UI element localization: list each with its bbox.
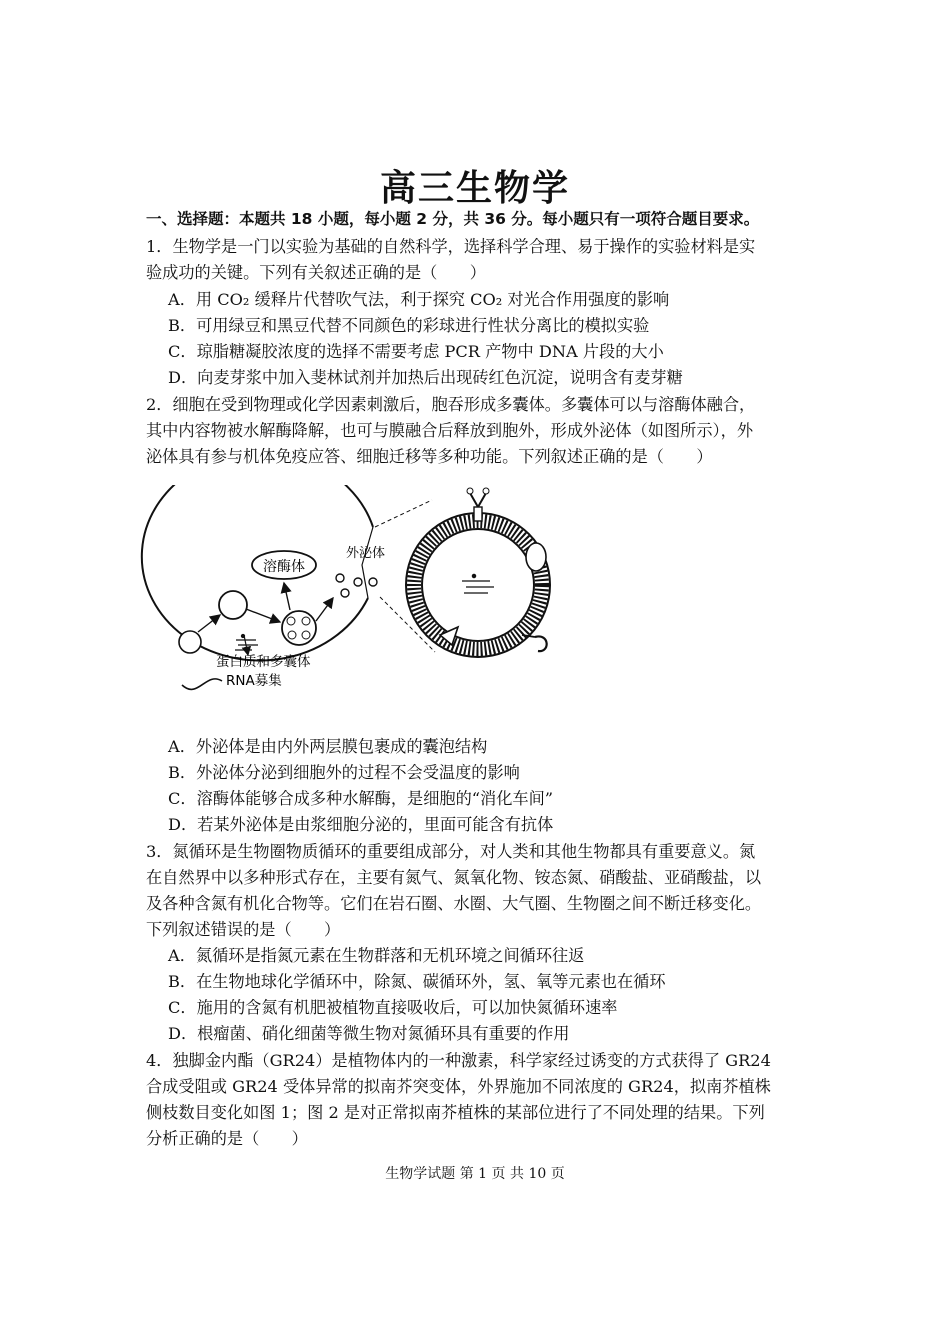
q2-option-d: D．若某外泌体是由浆细胞分泌的，里面可能含有抗体 (168, 815, 554, 834)
exosome-label: 外泌体 (346, 546, 386, 561)
q1-option-d: D．向麦芽浆中加入斐林试剂并加热后出现砖红色沉淀，说明含有麦芽糖 (168, 368, 683, 387)
section-heading: 一、选择题：本题共 18 小题，每小题 2 分，共 36 分。每小题只有一项符合题目要求。 (146, 210, 760, 228)
q2-stem-2: 其中内容物被水解酶降解，也可与膜融合后释放到胞外，形成外泌体（如图所示），外 (146, 421, 754, 440)
q2-stem-1: 2．细胞在受到物理或化学因素刺激后，胞吞形成多囊体。多囊体可以与溶酶体融合， (146, 395, 756, 414)
q1-option-a: A．用 CO₂ 缓释片代替吹气法，利于探究 CO₂ 对光合作用强度的影响 (168, 290, 670, 309)
q3-stem-1: 3．氮循环是生物圈物质循环的重要组成部分，对人类和其他生物都具有重要意义。氮 (146, 842, 756, 861)
q3-stem-2: 在自然界中以多种形式存在，主要有氮气、氮氧化物、铵态氮、硝酸盐、亚硝酸盐，以 (146, 868, 762, 887)
q3-stem-4: 下列叙述错误的是（ ） (146, 920, 341, 939)
q4-stem-3: 侧枝数目变化如图 1；图 2 是对正常拟南芥植株的某部位进行了不同处理的结果。下列 (146, 1103, 765, 1122)
q2-option-b: B．外泌体分泌到细胞外的过程不会受温度的影响 (168, 763, 520, 782)
multivesicular-body (282, 611, 316, 645)
endosome (219, 591, 247, 619)
q1-stem-1: 1．生物学是一门以实验为基础的自然科学，选择科学合理、易于操作的实验材料是实 (146, 237, 756, 256)
q3-stem-3: 及各种含氮有机化合物等。它们在岩石圈、水圈、大气圈、生物圈之间不断迁移变化。 (146, 894, 762, 913)
exosome-zoom (406, 488, 550, 657)
exosome-figure (140, 485, 560, 720)
recruit-label-2: RNA募集 (226, 673, 282, 689)
q4-stem-1: 4．独脚金内酯（GR24）是植物体内的一种激素，科学家经过诱变的方式获得了 GR24 (146, 1051, 771, 1070)
q2-option-a: A．外泌体是由内外两层膜包裹成的囊泡结构 (168, 737, 488, 756)
recruit-label-1: 蛋白质和多囊体 (216, 654, 311, 670)
q4-stem-2: 合成受阻或 GR24 受体异常的拟南芥突变体，外界施加不同浓度的 GR24，拟南芥植株 (146, 1077, 771, 1096)
q2-option-c: C．溶酶体能够合成多种水解酶，是细胞的“消化车间” (168, 789, 554, 808)
page-footer: 生物学试题 第 1 页 共 10 页 (385, 1166, 565, 1182)
q1-option-b: B．可用绿豆和黑豆代替不同颜色的彩球进行性状分离比的模拟实验 (168, 316, 650, 335)
q3-option-d: D．根瘤菌、硝化细菌等微生物对氮循环具有重要的作用 (168, 1024, 570, 1043)
q3-option-c: C．施用的含氮有机肥被植物直接吸收后，可以加快氮循环速率 (168, 998, 618, 1017)
q4-stem-4: 分析正确的是（ ） (146, 1129, 308, 1148)
q2-stem-3: 泌体具有参与机体免疫应答、细胞迁移等多种功能。下列叙述正确的是（ ） (146, 447, 713, 466)
page-title: 高三生物学 (379, 168, 570, 209)
q1-option-c: C．琼脂糖凝胶浓度的选择不需要考虑 PCR 产物中 DNA 片段的大小 (168, 342, 664, 361)
small-vesicle (179, 631, 201, 653)
q3-option-b: B．在生物地球化学循环中，除氮、碳循环外，氢、氧等元素也在循环 (168, 972, 666, 991)
q1-stem-2: 验成功的关键。下列有关叙述正确的是（ ） (146, 263, 486, 282)
lysosome-label: 溶酶体 (263, 559, 305, 575)
q3-option-a: A．氮循环是指氮元素在生物群落和无机环境之间循环往返 (168, 946, 585, 965)
